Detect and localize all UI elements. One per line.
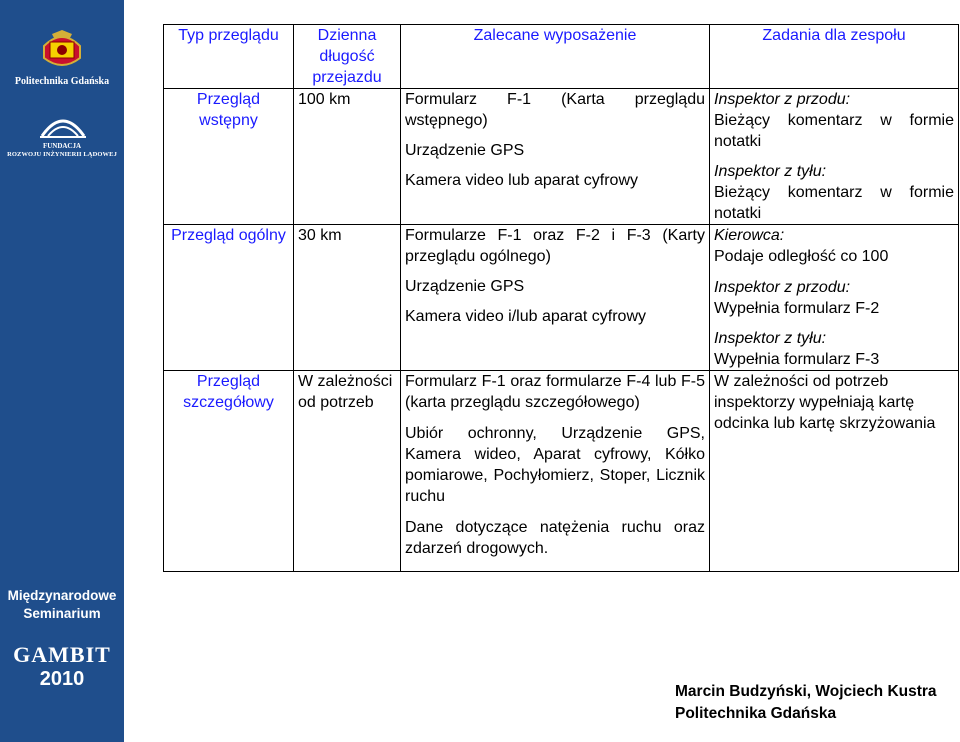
table-row bbox=[164, 89, 959, 225]
university-name: Politechnika Gdańska bbox=[14, 76, 110, 87]
author-block bbox=[675, 681, 937, 725]
header-equipment: Zalecane wyposażenie bbox=[401, 25, 710, 89]
header-type: Typ przeglądu bbox=[164, 25, 294, 89]
task-text: Wypełnia formularz F-3 bbox=[714, 351, 880, 368]
task-text: Bieżący komentarz w formie notatki bbox=[714, 184, 954, 222]
row-distance: W zależności od potrzeb bbox=[294, 371, 401, 572]
header-distance: Dzienna długość przejazdu bbox=[294, 25, 401, 89]
event-name: GAMBIT bbox=[13, 642, 111, 667]
equipment-item: Ubiór ochronny, Urządzenie GPS, Kamera wideo, Aparat cyfrowy, Kółko pomiarowe, Pochyłomierz, Stoper, Licznik ruchu bbox=[405, 425, 705, 505]
equipment-item: Urządzenie GPS bbox=[405, 278, 525, 295]
row-type: Przegląd wstępny bbox=[164, 89, 294, 225]
equipment-item: Formularz F-1 (Karta przeglądu wstępnego) bbox=[405, 91, 705, 129]
task-role: Inspektor z tyłu: bbox=[714, 330, 827, 347]
row-type: Przegląd szczegółowy bbox=[164, 371, 294, 572]
task-text: Bieżący komentarz w formie notatki bbox=[714, 112, 954, 150]
task-text: Wypełnia formularz F-2 bbox=[714, 300, 880, 317]
table-header-row bbox=[164, 25, 959, 89]
sidebar bbox=[0, 0, 124, 742]
task-role: Inspektor z przodu: bbox=[714, 279, 851, 296]
row-distance: 30 km bbox=[294, 225, 401, 371]
row-equipment bbox=[401, 89, 710, 225]
row-tasks bbox=[710, 225, 959, 371]
inspection-table bbox=[163, 24, 959, 572]
row-type: Przegląd ogólny bbox=[164, 225, 294, 371]
task-role: Inspektor z tyłu: bbox=[714, 163, 827, 180]
task-role: Inspektor z przodu: bbox=[714, 91, 851, 108]
row-tasks bbox=[710, 89, 959, 225]
author-affiliation: Politechnika Gdańska bbox=[675, 705, 837, 722]
task-role: Kierowca: bbox=[714, 227, 785, 244]
equipment-item: Dane dotyczące natężenia ruchu oraz zdarzeń drogowych. bbox=[405, 519, 705, 557]
equipment-item: Kamera video lub aparat cyfrowy bbox=[405, 172, 638, 189]
university-crest-icon bbox=[36, 28, 88, 72]
row-distance: 100 km bbox=[294, 89, 401, 225]
equipment-item: Formularze F-1 oraz F-2 i F-3 (Karty przeglądu ogólnego) bbox=[405, 227, 705, 265]
row-equipment bbox=[401, 371, 710, 572]
bridge-logo-icon bbox=[38, 110, 88, 140]
seminar-title-line1: Międzynarodowe bbox=[7, 588, 117, 603]
equipment-item: Formularz F-1 oraz formularze F-4 lub F-5 (karta przeglądu szczegółowego) bbox=[405, 373, 705, 411]
row-tasks bbox=[710, 371, 959, 572]
row-equipment bbox=[401, 225, 710, 371]
task-text: W zależności od potrzeb inspektorzy wypełniają kartę odcinka lub kartę skrzyżowania bbox=[714, 373, 936, 432]
foundation-name-line2: ROZWOJU INŻYNIERII LĄDOWEJ bbox=[7, 151, 117, 158]
equipment-item: Kamera video i/lub aparat cyfrowy bbox=[405, 308, 646, 325]
table-row bbox=[164, 225, 959, 371]
seminar-title-line2: Seminarium bbox=[23, 606, 101, 621]
table-row bbox=[164, 371, 959, 572]
event-year: 2010 bbox=[39, 668, 85, 690]
author-names: Marcin Budzyński, Wojciech Kustra bbox=[675, 683, 937, 700]
task-text: Podaje odległość co 100 bbox=[714, 248, 889, 265]
foundation-name-line1: FUNDACJA bbox=[42, 142, 82, 150]
equipment-item: Urządzenie GPS bbox=[405, 142, 525, 159]
header-tasks: Zadania dla zespołu bbox=[710, 25, 959, 89]
